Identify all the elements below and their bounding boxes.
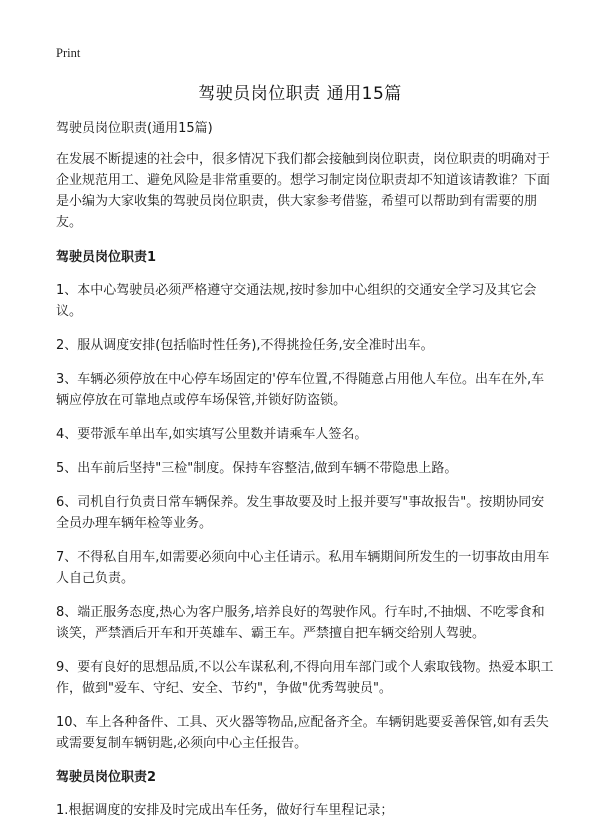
duty-item: 9、要有良好的思想品质,不以公车谋私利,不得向用车部门或个人索取钱物。热爱本职工作，做到"爱车、守纪、安全、节约"，争做"优秀驾驶员"。 — [56, 660, 554, 696]
document-title: 驾驶员岗位职责 通用15篇 — [198, 84, 402, 104]
document-body — [56, 118, 554, 834]
section-1 — [56, 247, 554, 754]
duty-item: 4、要带派车单出车,如实填写公里数并请乘车人签名。 — [56, 427, 368, 442]
document-subtitle: 驾驶员岗位职责(通用15篇) — [56, 121, 213, 136]
intro-paragraph: 在发展不断提速的社会中，很多情况下我们都会接触到岗位职责，岗位职责的明确对于企业规范用工、避免风险是非常重要的。想学习制定岗位职责却不知道该请教谁？下面是小编为大家收集的驾驶员岗位职责，供大家参考借鉴，希望可以帮助到有需要的朋友。 — [56, 152, 551, 230]
duty-item: 10、车上各种备件、工具、灭火器等物品,应配备齐全。车辆钥匙要妥善保管,如有丢失或需要复制车辆钥匙,必须向中心主任报告。 — [56, 715, 549, 751]
section-2 — [56, 767, 554, 821]
duty-item: 7、不得私自用车,如需要必须向中心主任请示。私用车辆期间所发生的一切事故由用车人自己负责。 — [56, 550, 550, 586]
duty-item: 2、服从调度安排(包括临时性任务),不得挑捡任务,安全准时出车。 — [56, 338, 434, 353]
section-items — [56, 800, 554, 821]
section-heading: 驾驶员岗位职责2 — [56, 770, 157, 785]
duty-item: 3、车辆必须停放在中心停车场固定的'停车位置,不得随意占用他人车位。出车在外,车辆应停放在可靠地点或停车场保管,并锁好防盗锁。 — [56, 372, 545, 408]
duty-item: 8、端正服务态度,热心为客户服务,培养良好的驾驶作风。行车时,不抽烟、不吃零食和谈笑，严禁酒后开车和开英雄车、霸王车。严禁擅自把车辆交给别人驾驶。 — [56, 605, 545, 641]
section-items — [56, 280, 554, 754]
duty-item: 1、本中心驾驶员必须严格遵守交通法规,按时参加中心组织的交通安全学习及其它会议。 — [56, 283, 537, 319]
duty-item: 5、出车前后坚持"三检"制度。保持车容整洁,做到车辆不带隐患上路。 — [56, 461, 458, 476]
duty-item: 1.根据调度的安排及时完成出车任务，做好行车里程记录； — [56, 803, 394, 818]
section-heading: 驾驶员岗位职责1 — [56, 250, 157, 265]
duty-item: 6、司机自行负责日常车辆保养。发生事故要及时上报并要写"事故报告"。按期协同安全员办理车辆年检等业务。 — [56, 495, 545, 531]
print-link[interactable]: Print — [56, 46, 81, 60]
